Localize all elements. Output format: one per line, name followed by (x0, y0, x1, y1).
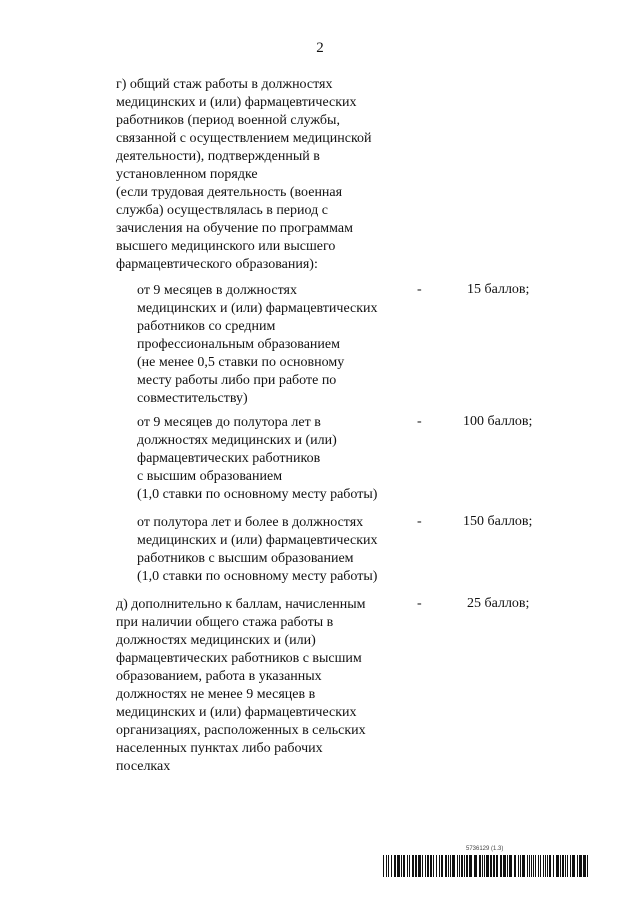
barcode-bar (583, 855, 586, 877)
item-2-text: от 9 месяцев до полутора лет в должностях медицинских и (или) фармацевтических работников с высшим образованием (1,0 ставки по основному месту работы) (137, 415, 378, 502)
item-3-dash: - (417, 514, 422, 529)
barcode-bar (403, 855, 405, 877)
barcode-bar (461, 855, 463, 877)
barcode-bar (452, 855, 455, 877)
barcode-bar (439, 855, 440, 877)
barcode-bar (418, 855, 421, 877)
barcode-bar (422, 855, 423, 877)
barcode-bar (409, 855, 410, 877)
barcode-bar (572, 855, 575, 877)
section-g-text: г) общий стаж работы в должностях медицинских и (или) фармацевтических работников (период военной службы, связанной с осуществлением медицинской деятельности), подтвержденный в установленном порядке (если трудовая деятельность (военная служба) осуществлялась в период с зачисления на обучение по программам высшего медицинского или высшего фармацевтического образования): (116, 77, 372, 272)
barcode-bar (412, 855, 414, 877)
barcode-caption: 5736129 (1.3) (466, 846, 504, 852)
barcode-bar (433, 855, 434, 877)
barcode-bar (577, 855, 578, 877)
barcode-bar (479, 855, 481, 877)
barcode-bar (556, 855, 559, 877)
section-d-score: 25 баллов; (467, 596, 530, 611)
barcode-bar (540, 855, 541, 877)
barcode-bar (509, 855, 512, 877)
barcode-bar (545, 855, 546, 877)
barcode-bar (514, 855, 516, 877)
barcode-bar (562, 855, 564, 877)
barcode-bar (533, 855, 534, 877)
barcode-bar (507, 855, 508, 877)
barcode-bar (567, 855, 568, 877)
barcode-image (383, 855, 588, 877)
barcode-bar (493, 855, 495, 877)
barcode-bar (549, 855, 551, 877)
barcode-bar (535, 855, 536, 877)
barcode-bar (407, 855, 408, 877)
barcode-bar (394, 855, 396, 877)
barcode-bar (496, 855, 498, 877)
barcode-bar (469, 855, 472, 877)
barcode-bar (427, 855, 429, 877)
barcode-bar (445, 855, 447, 877)
barcode-bar (425, 855, 426, 877)
barcode-bar (457, 855, 458, 877)
barcode-bar (450, 855, 451, 877)
item-3-text: от полутора лет и более в должностях медицинских и (или) фармацевтических работников с высшим образованием (1,0 ставки по основному месту работы) (137, 515, 378, 584)
barcode-bar (522, 855, 525, 877)
barcode-bar (397, 855, 400, 877)
barcode-bar (587, 855, 588, 877)
item-2-dash: - (417, 414, 422, 429)
barcode-bar (448, 855, 449, 877)
barcode-bar (547, 855, 548, 877)
barcode-bar (518, 855, 519, 877)
barcode-bar (486, 855, 489, 877)
barcode-bar (565, 855, 566, 877)
barcode-bar (527, 855, 528, 877)
section-d-text: д) дополнительно к баллам, начисленным при наличии общего стажа работы в должностях медицинских и (или) фармацевтических работников с высшим образованием, работа в указанных должностях не менее 9 месяцев в медицинских и (или) фармацевтических организациях, расположенных в сельских населенных пунктах либо рабочих поселках (116, 597, 366, 774)
barcode-bar (503, 855, 506, 877)
barcode-bar (531, 855, 532, 877)
barcode-bar (474, 855, 477, 877)
barcode-bar (464, 855, 465, 877)
barcode-bar (484, 855, 485, 877)
barcode-bar (560, 855, 561, 877)
barcode-bar (441, 855, 443, 877)
item-1-score: 15 баллов; (467, 282, 530, 297)
item-2-score: 100 баллов; (463, 414, 533, 429)
barcode-bar (430, 855, 432, 877)
barcode-bar (388, 855, 389, 877)
item-1-text: от 9 месяцев в должностях медицинских и (или) фармацевтических работников со средним профессиональным образованием (не менее 0,5 ставки по основному месту работы либо при работе по совместительству) (137, 283, 378, 406)
section-d-dash: - (417, 596, 422, 611)
barcode-bar (401, 855, 402, 877)
barcode-bar (415, 855, 417, 877)
barcode-bar (520, 855, 521, 877)
barcode-bar (482, 855, 483, 877)
barcode-bar (570, 855, 571, 877)
barcode-bar (466, 855, 468, 877)
barcode-bar (459, 855, 460, 877)
barcode-bar (490, 855, 492, 877)
barcode-bar (391, 855, 392, 877)
barcode-bar (579, 855, 582, 877)
barcode-bar (538, 855, 539, 877)
item-1-dash: - (417, 282, 422, 297)
barcode-bar (500, 855, 502, 877)
barcode-bar (436, 855, 437, 877)
barcode-bar (529, 855, 530, 877)
barcode-bar (553, 855, 554, 877)
page-number: 2 (316, 40, 324, 56)
item-3-score: 150 баллов; (463, 514, 533, 529)
barcode-bar (543, 855, 544, 877)
barcode-bar (386, 855, 387, 877)
barcode-bar (383, 855, 384, 877)
